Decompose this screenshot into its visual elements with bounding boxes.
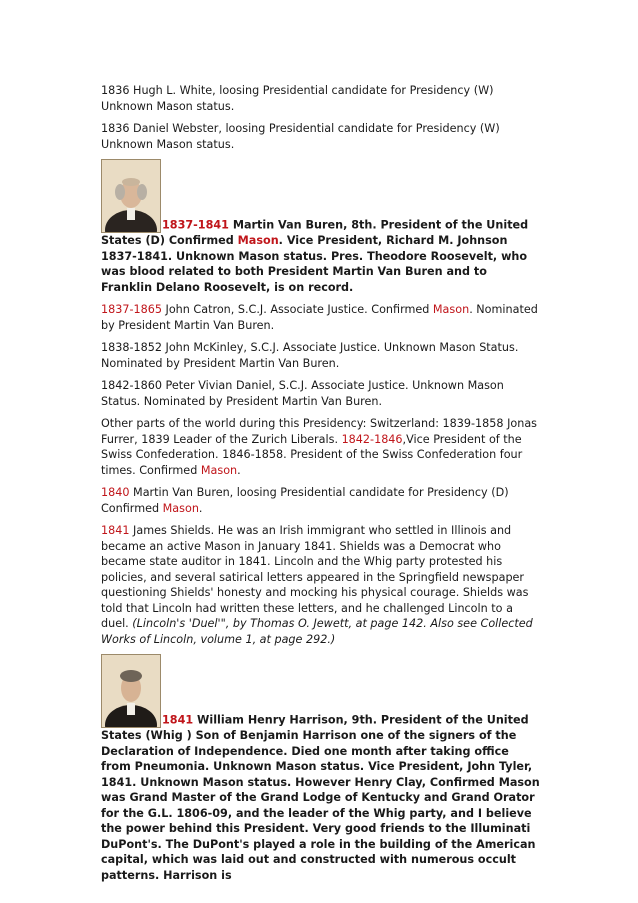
paragraph-hugh-white: 1836 Hugh L. White, loosing Presidential candidate for Presidency (W) Unknown Mason status. <box>101 84 494 113</box>
paragraph-van-buren <box>101 159 541 295</box>
paragraph-shields: 1841 James Shields. He was an Irish immigrant who settled in Illinois and became an active Mason in January 1841. Shields was a Democrat who became state auditor in 1841. Lincoln and the Whig party protested his policies, and several satirical letters appeared in the Springfield newspaper questioning Shields' honesty and mocking his physical courage. Shields was told that Lincoln had written these letters, and he challenged Lincoln to a duel. (Lincoln's 'Duel'", by Thomas O. Jewett, at page 142. Also see Collected Works of Lincoln, volume 1, at page 292.) <box>101 524 533 646</box>
paragraph-van-buren-1840: 1840 Martin Van Buren, loosing Presidential candidate for Presidency (D) Confirmed Mason. <box>101 486 509 515</box>
paragraph-switzerland: Other parts of the world during this Presidency: Switzerland: 1839-1858 Jonas Furrer, 1839 Leader of the Zurich Liberals. 1842-1846,Vice President of the Swiss Confederation. 1846-1858. President of the Swiss Confederation four times. Confirmed Mason. <box>101 417 537 477</box>
portrait-van-buren-icon <box>101 159 161 233</box>
paragraph-mckinley: 1838-1852 John McKinley, S.C.J. Associate Justice. Unknown Mason Status. Nominated by President Martin Van Buren. <box>101 341 519 370</box>
paragraph-daniel: 1842-1860 Peter Vivian Daniel, S.C.J. Associate Justice. Unknown Mason Status. Nominated by President Martin Van Buren. <box>101 379 504 408</box>
paragraph-daniel-webster: 1836 Daniel Webster, loosing Presidential candidate for Presidency (W) Unknown Mason status. <box>101 122 500 151</box>
harrison-text: 1841 William Henry Harrison, 9th. President of the United States (Whig ) Son of Benjamin Harrison one of the signers of the Declaration of Independence. Died one month after taking office from Pneumonia. Unknown Mason status. Vice President, John Tyler, 1841. Unknown Mason status. However Henry Clay, Confirmed Mason was Grand Master of the Grand Lodge of Kentucky and Grand Orator for the G.L. 1806-09, and the leader of the Whig party, and I believe the power behind this President. Very good friends to the Illuminati DuPont's. The DuPont's played a role in the building of the American capital, which was laid out and constructed with numerous occult patterns. Harrison is <box>101 713 540 882</box>
paragraph-harrison <box>101 654 541 883</box>
paragraph-catron: 1837-1865 John Catron, S.C.J. Associate Justice. Confirmed Mason. Nominated by President Martin Van Buren. <box>101 303 538 332</box>
portrait-harrison-icon <box>101 654 161 728</box>
van-buren-text: 1837-1841 Martin Van Buren, 8th. President of the United States (D) Confirmed Mason. Vice President, Richard M. Johnson 1837-1841. Unknown Mason status. Pres. Theodore Roosevelt, who was blood related to both President Martin Van Buren and to Franklin Delano Roosevelt, is on record. <box>101 218 529 294</box>
document-page <box>101 83 541 890</box>
